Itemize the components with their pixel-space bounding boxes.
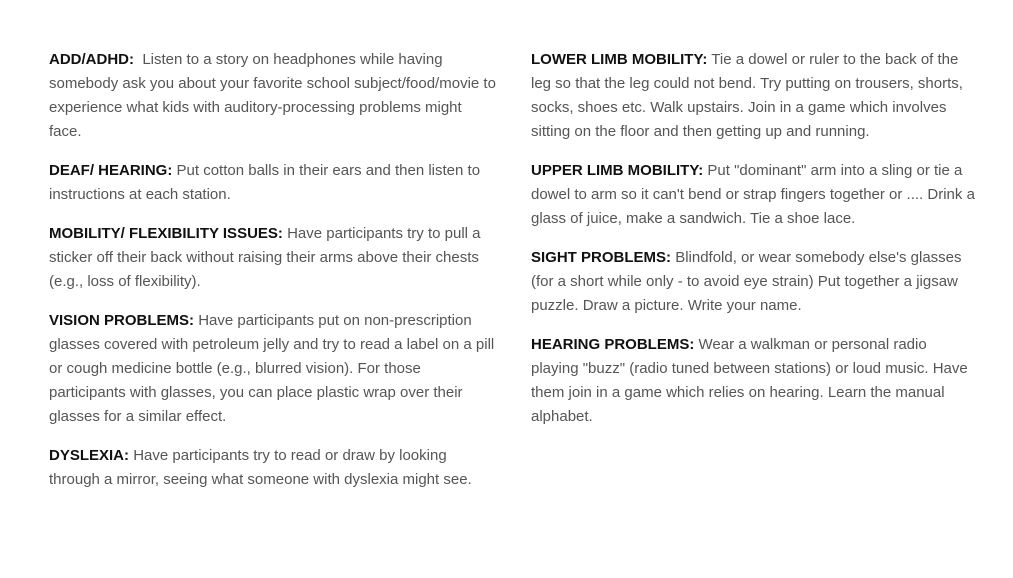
entry-term: UPPER LIMB MOBILITY: [531,162,704,179]
right-column [531,48,977,444]
entry-term: SIGHT PROBLEMS: [531,249,672,266]
left-column [49,48,497,507]
entry-text: Have participants try to read or draw by looking through a mirror, seeing what someone with dyslexia might see. [49,447,472,488]
entry-term: HEARING PROBLEMS: [531,336,695,353]
entry-term: LOWER LIMB MOBILITY: [531,51,708,68]
entry-term: VISION PROBLEMS: [49,312,195,329]
entry-term: DYSLEXIA: [49,447,130,464]
entry-text: Wear a walkman or personal radio playing "buzz" (radio tuned between stations) or loud music. Have them join in a game which relies on hearing. Learn the manual alphabet. [531,336,968,425]
entry-sight-problems [531,246,977,318]
entry-vision-problems [49,309,497,429]
entry-add-adhd [49,48,497,144]
entry-term: MOBILITY/ FLEXIBILITY ISSUES: [49,225,283,242]
entry-term: ADD/ADHD: [49,51,134,68]
entry-mobility-flexibility [49,222,497,294]
entry-text: Blindfold, or wear somebody else's glasses (for a short while only - to avoid eye strain) Put together a jigsaw puzzle. Draw a picture. Write your name. [531,249,962,314]
entry-text: Have participants try to pull a sticker off their back without raising their arms above their chests (e.g., loss of flexibility). [49,225,481,290]
entry-deaf-hearing [49,159,497,207]
entry-text: Put "dominant" arm into a sling or tie a dowel to arm so it can't bend or strap fingers together or .... Drink a glass of juice, make a sandwich. Tie a shoe lace. [531,162,975,227]
entry-text: Have participants put on non-prescription glasses covered with petroleum jelly and try to read a label on a pill or cough medicine bottle (e.g., blurred vision). For those participants with glasses, you can place plastic wrap over their glasses for a similar effect. [49,312,495,425]
entry-dyslexia [49,444,497,492]
entry-upper-limb-mobility [531,159,977,231]
entry-lower-limb-mobility [531,48,977,144]
entry-text: Tie a dowel or ruler to the back of the leg so that the leg could not bend. Try putting on trousers, shorts, socks, shoes etc. Walk upstairs. Join in a game which involves sitting on the floor and then getting up and running. [531,51,963,140]
entry-text: Listen to a story on headphones while having somebody ask you about your favorite school subject/food/movie to experience what kids with auditory-processing problems might face. [49,51,496,140]
entry-text: Put cotton balls in their ears and then listen to instructions at each station. [49,162,481,203]
entry-hearing-problems [531,333,977,429]
entry-term: DEAF/ HEARING: [49,162,173,179]
